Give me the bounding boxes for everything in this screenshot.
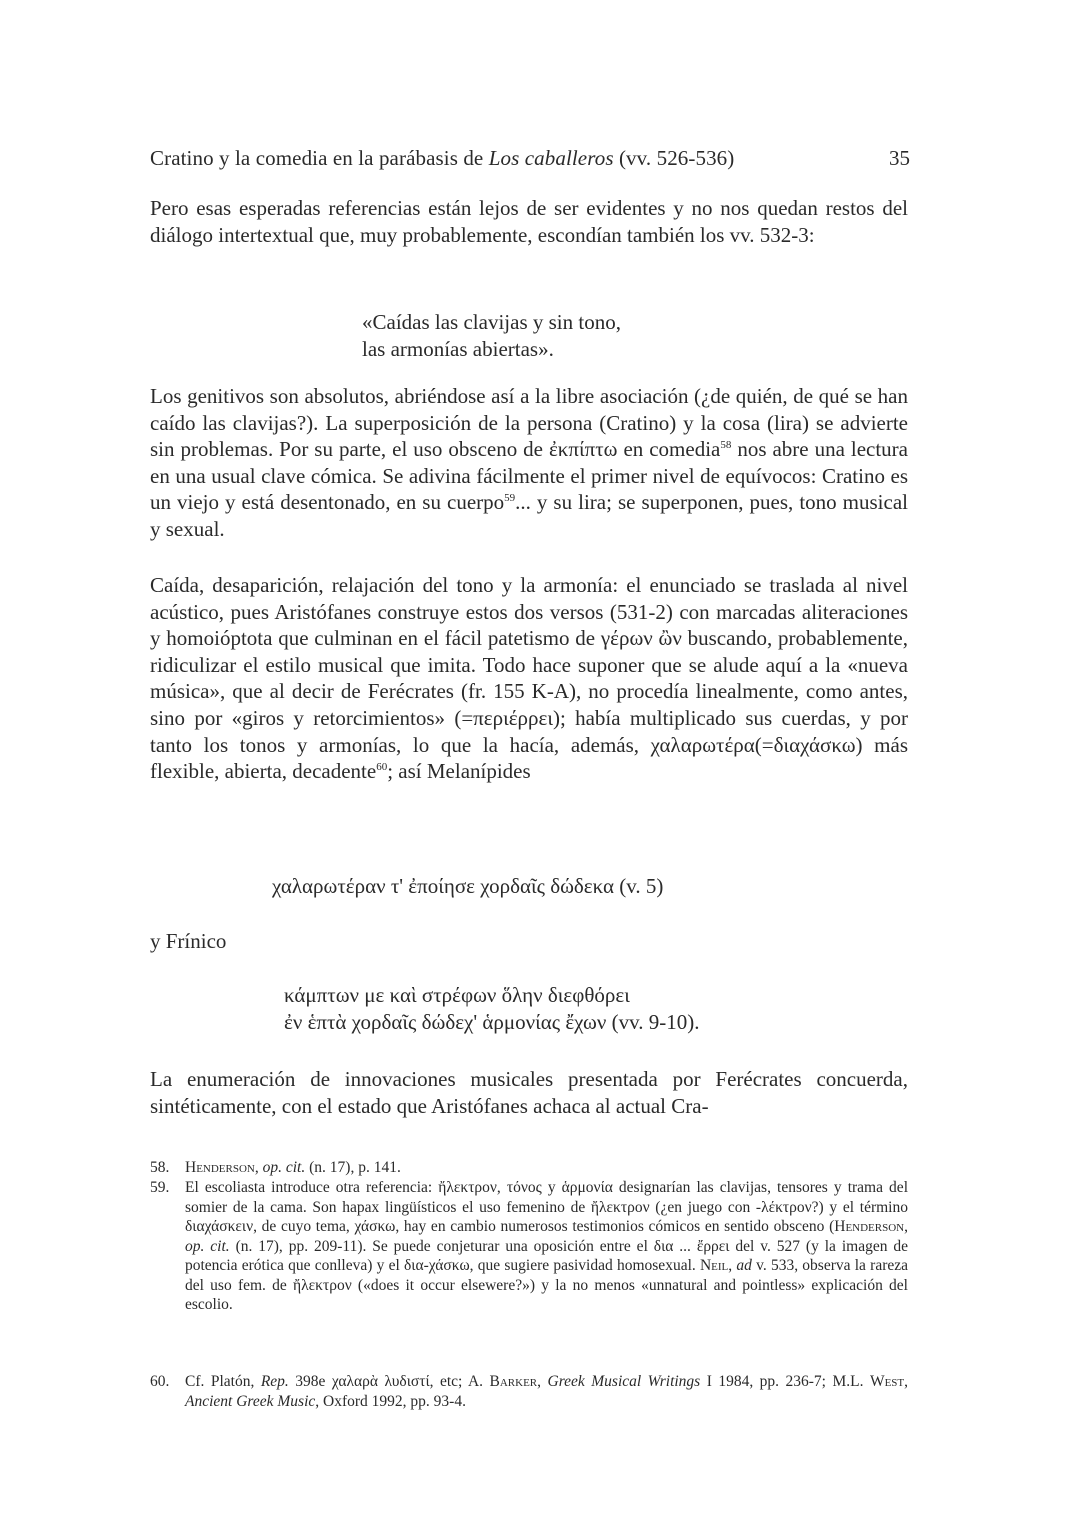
paragraph-2: Los genitivos son absolutos, abriéndose así a la libre asociación (¿de quién, de qué se han caído las clavijas?). La superposición de la persona (Cratino) y la cosa (lira) se advierte sin problemas. Por su parte, el uso obsceno de ἐκπίπτω en comedia$^{58}$ nos abre una lectura en una usual clave cómica. Se adivina fácilmente el primer nivel de equívocos: Cratino es un viejo y está desentonado, en su cuerpo$^{59}$... y su lira; se superponen, pues, tono musical y sexual. (150, 384, 908, 541)
quote-frinico-line-1: κάμπτων με καὶ στρέφων ὅλην διεφθόρει (284, 983, 630, 1007)
page-number: 35 (889, 146, 910, 170)
footnote-59: 59. El escoliasta introduce otra referencia: ἤλεκτρον, τόνος y ἁρμονία designarían las clavijas, tensores y trama del somier de la cama. Son hapax lingüísticos el uso femenino de ἤλεκτρον (¿en juego con -λέκτρον?) y el término διαχάσκειν, de cuyo tema, χάσκω, hay en cambio numerosos testimonios cómicos en sentido obsceno (Henderson, op. cit. (n. 17), pp. 209-11). Se puede conjeturar una oposición entre el δια ... ἔρρει del v. 527 (y la imagen de potencia erótica que conlleva) y el δια-χάσκω, que sugiere pasividad homosexual. Neil, ad v. 533, observa la rareza del uso fem. de ἤλεκτρον («does it occur elsewere?») y la no menos «unnatural and pointless» explicación del escolio. (150, 1179, 908, 1313)
running-title: Cratino y la comedia en la parábasis de Los caballeros (vv. 526-536) (150, 146, 735, 170)
running-header (150, 144, 910, 172)
y-frinico-label: y Frínico (150, 929, 227, 953)
footnote-58: 58. Henderson, op. cit. (n. 17), p. 141. (150, 1159, 401, 1176)
quote-frinico-line-2: ἐν ἑπτὰ χορδαῖς δώδεχ' ἁρμονίας ἔχων (vv. 9-10). (284, 1009, 700, 1034)
quote-melanipides: χαλαρωτέραν τ' ἐποίησε χορδαῖς δώδεκα (v. 5) (272, 874, 664, 898)
paragraph-3: Caída, desaparición, relajación del tono y la armonía: el enunciado se traslada al nivel acústico, pues Aristófanes construye estos dos versos (531-2) con marcadas aliteraciones y homoióptota que culminan en el fácil patetismo de γέρων ὢν buscando, probablemente, ridiculizar el estilo musical que imita. Todo hace suponer que se alude aquí a la «nueva música», que al decir de Ferécrates (fr. 155 K-A), no procedía linealmente, como antes, sino por «giros y retorcimientos» (=περιέρρει); había multiplicado sus cuerdas, y por tanto los tonos y armonías, lo que la hacía, además, χαλαρωτέρα(=διαχάσκω) más flexible, abierta, decadente$^{60}$; así Melanípides (150, 573, 908, 784)
paragraph-1: Pero esas esperadas referencias están lejos de ser evidentes y no nos quedan restos del diálogo intertextual que, muy probablemente, escondían también los vv. 532-3: (150, 196, 908, 247)
footnote-ref-59[interactable]: 59 (504, 492, 516, 505)
footnote-ref-60[interactable]: 60 (376, 761, 388, 774)
paragraph-4: La enumeración de innovaciones musicales presentada por Ferécrates concuerda, sintéticamente, con el estado que Aristófanes achaca al actual Cra- (150, 1067, 908, 1118)
footnote-60: 60. Cf. Platón, Rep. 398e χαλαρὰ λυδιστί, etc; A. Barker, Greek Musical Writings I 1984, pp. 236-7; M.L. West, Ancient Greek Music, Oxford 1992, pp. 93-4. (150, 1373, 908, 1410)
quote-1-line-2: las armonías abiertas». (362, 336, 554, 361)
quote-1 (362, 309, 621, 362)
footnote-ref-58[interactable]: 58 (720, 439, 732, 452)
quote-frinico (284, 982, 699, 1035)
quote-1-line-1: «Caídas las clavijas y sin tono, (362, 310, 621, 334)
